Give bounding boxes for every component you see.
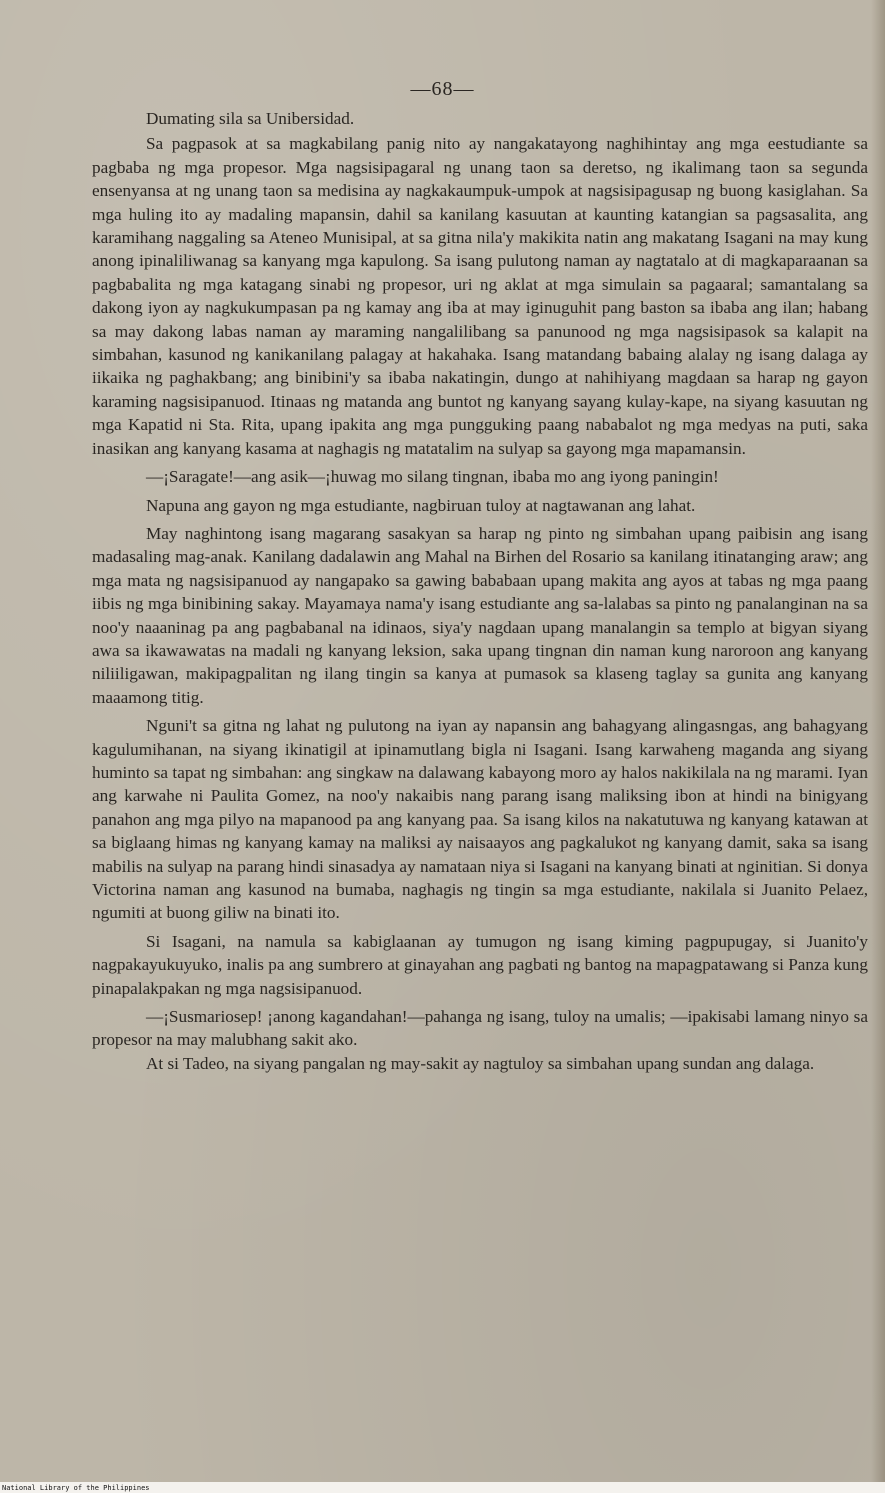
paragraph-2: Sa pagpasok at sa magkabilang panig nito ay nangakatayong naghihintay ang mga eestudiante sa pagbaba ng mga propesor. Mga nagsisipagaral ng unang taon sa deretso, ng ikalimang taon sa segunda ensenyansa at ng unang taon sa medisina ay nagkakaumpuk-umpok at nagsisipagusap ng buong kasiglahan. Sa mga huling ito ay madaling mapansin, dahil sa kanilang kasuutan at kaunting katangian sa pagsasalita, ang karamihang naggaling sa Ateneo Munisipal, at sa gitna nila'y makikita natin ang makatang Isagani na may kung anong ipinaliliwanag sa kanyang mga kapulong. Sa isang pulutong naman ay nagtatalo at di magkaparaanan sa pagbabalita ng mga katagang sinabi ng propesor, uri ng aklat at mga simulain sa pagaaral; samantalang sa dakong iyon ay nagkukumpasan pa ng kamay ang iba at may iginuguhit pang baston sa ibaba ang ilan; habang sa may dakong labas naman ay maraming nangalilibang sa panunood ng mga nagsisipasok sa kalapit na simbahan, kasunod ng kanikanilang palagay at hakahaka. Isang matandang babaing alalay ng isang dalaga ay iikaika ng paghakbang; ang binibini'y sa ibaba nakatingin, dungo at nahihiyang magdaan sa harap ng gayon karaming nagsisipanuod. Itinaas ng matanda ang buntot ng kanyang sayang kulay-kape, na siyang kasuutan ng mga Kapatid ni Sta. Rita, upang ipakita ang mga pungguking paang nababalot ng mga medyas na puti, saka inasikan ang kanyang kasama at naghagis ng matatalim na sulyap sa gayong mga mapamansin. xyxy=(92,134,868,458)
paragraph-9: At si Tadeo, na siyang pangalan ng may-sakit ay nagtuloy sa simbahan upang sundan ang dalaga. xyxy=(146,1053,815,1073)
page-body-text xyxy=(92,107,868,1080)
paragraph-3: —¡Saragate!—ang asik—¡huwag mo silang tingnan, ibaba mo ang iyong paningin! xyxy=(146,467,719,487)
paragraph-1: Dumating sila sa Unibersidad. xyxy=(146,109,355,128)
page-number: —68— xyxy=(410,78,475,100)
paragraph-7: Si Isagani, na namula sa kabiglaanan ay tumugon ng isang kiming pagpupugay, si Juanito'y nagpakayukuyuko, inalis pa ang sumbrero at ginayahan ang pagbati ng bantog na mapagpatawang si Panza kung pinapalakpakan ng mga nagsisipanuod. xyxy=(92,931,868,998)
footer-credit: National Library of the Philippines xyxy=(2,1484,150,1492)
page-edge-shadow xyxy=(871,0,885,1482)
paragraph-5: May naghintong isang magarang sasakyan sa harap ng pinto ng simbahan upang paibisin ang isang madasaling mag-anak. Kanilang dadalawin ang Mahal na Birhen del Rosario sa kanilang itinatanging araw; ang mga mata ng nagsisipanuod ay nangapako sa gawing bababaan upang makita ang ayos at tabas ng mga paang iibis ng mga binibining sakay. Mayamaya nama'y isang estudiante ang sa-lalabas sa pinto ng panalanginan na sa noo'y naaaninag pa ang pagbabanal na idinaos, siya'y nagdaan upang manalangin sa templo at bigyan siyang awa sa ikawawatas na madali ng kanyang leksion, saka upang tingnan din naman kung naroroon ang kanyang niliiligawan, makipagpalitan ng ilang tingin sa kanya at pumasok sa klaseng taglay sa gunita ang kanyang maaamong titig. xyxy=(92,523,868,707)
paragraph-6: Nguni't sa gitna ng lahat ng pulutong na iyan ay napansin ang bahagyang alingasngas, ang bahagyang kagulumihanan, na siyang ikinatigil at ipinamutlang bigla ni Isagani. Isang karwaheng maganda ang siyang huminto sa tapat ng simbahan: ang singkaw na dalawang kabayong moro ay halos nakikilala na ng marami. Iyan ang karwahe ni Paulita Gomez, na noo'y nakaibis nang parang isang maliksing ibon at hindi na binigyang panahon ang mga pilyo na mapanood pa ang kanyang paa. Sa isang kilos na nakatutuwa ng kanyang katawan at sa biglaang himas ng kanyang kamay na maliksi ay naisaayos ang pagkalukot ng kanyang damit, saka sa isang mabilis na sulyap na parang hindi sinasadya ay namataan niya si Isagani na kanyang binati at nginitian. Si donya Victorina naman ang kasunod na bumaba, naghagis ng tingin sa mga estudiante, nakilala si Juanito Pelaez, ngumiti at buong giliw na binati ito. xyxy=(92,716,868,923)
paragraph-8: —¡Susmariosep! ¡anong kagandahan!—pahanga ng isang, tuloy na umalis; —ipakisabi lamang ninyo sa propesor na may malubhang sakit ako. xyxy=(92,1007,868,1050)
paragraph-4: Napuna ang gayon ng mga estudiante, nagbiruan tuloy at nagtawanan ang lahat. xyxy=(146,495,696,515)
